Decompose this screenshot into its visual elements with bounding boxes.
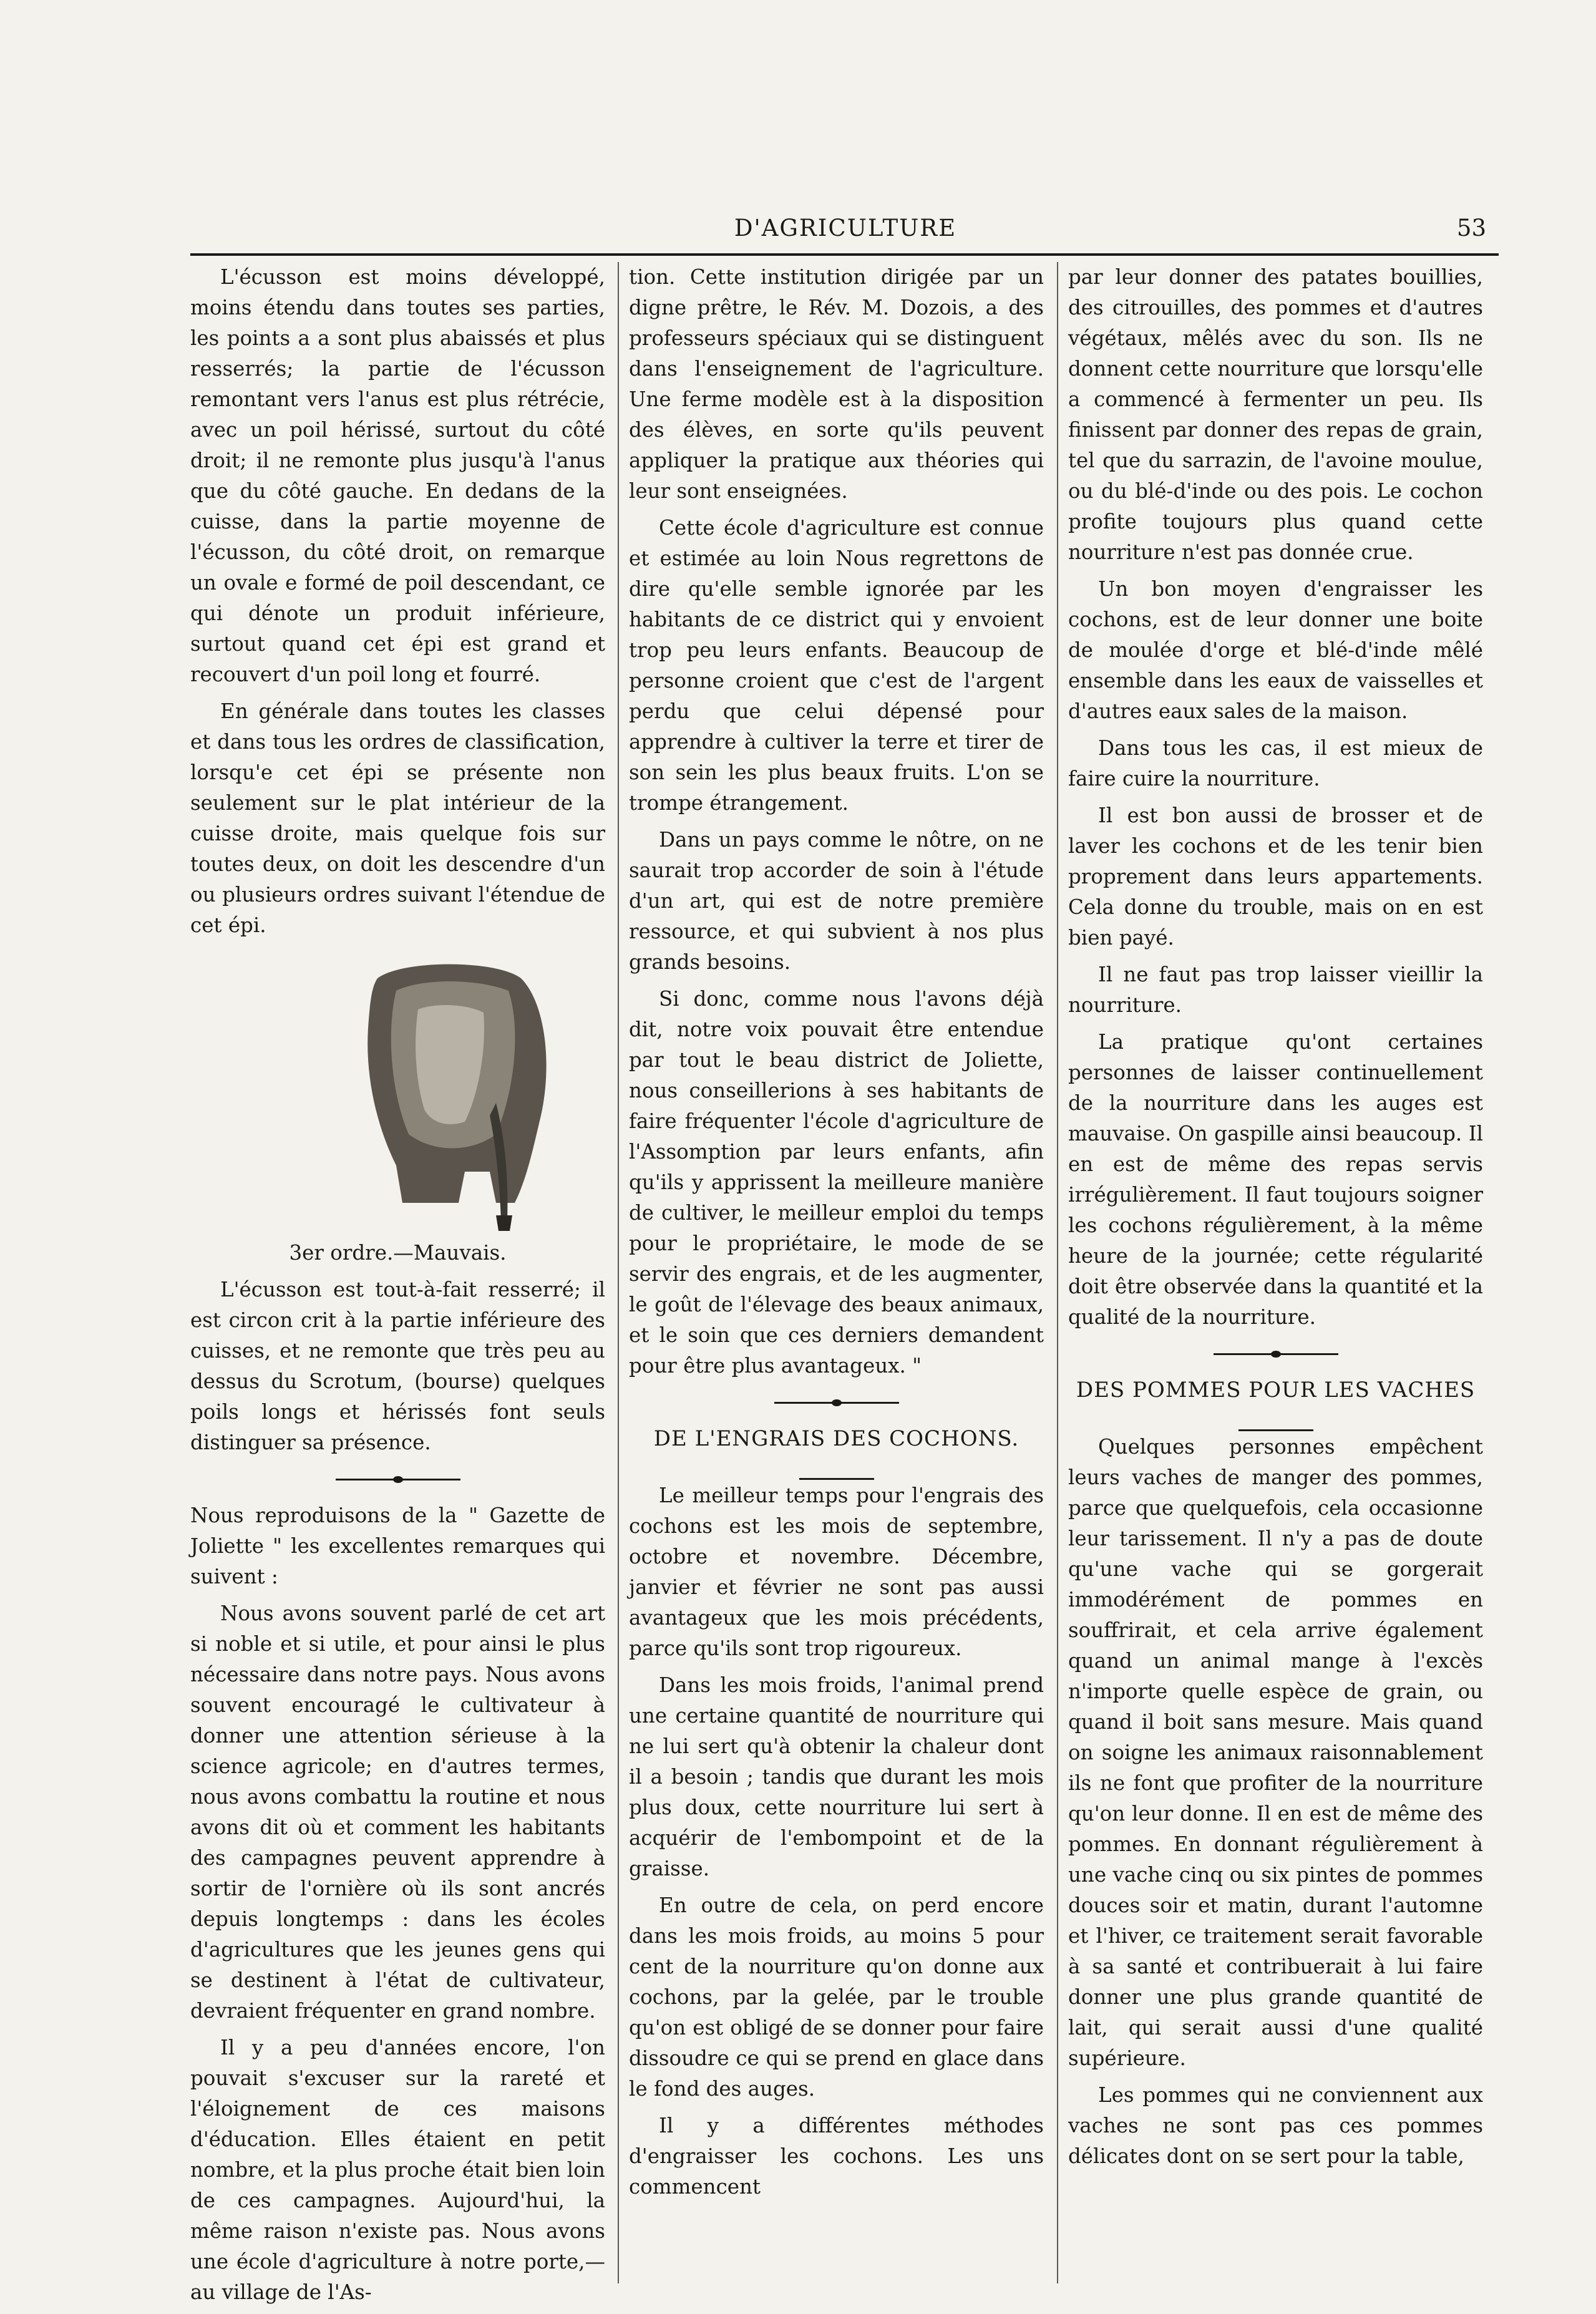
paragraph: tion. Cette institution dirigée par un digne prêtre, le Rév. M. Dozois, a des professeurs spéciaux qui se distinguent dans l'enseignement de l'agriculture. Une ferme modèle est à la disposition des élèves, en sorte qu'ils peuvent appliquer la pratique aux théories qui leur sont enseignées.	[629, 265, 1044, 503]
heading-rule	[1068, 1409, 1483, 1426]
paragraph: Nous reproduisons de la " Gazette de Joliette " les excellentes remarques qui suivent :	[190, 1504, 605, 1588]
paragraph: Il ne faut pas trop laisser vieillir la nourriture.	[1068, 963, 1483, 1017]
column-1	[190, 262, 605, 2314]
heading-rule	[629, 1458, 1044, 1474]
page-header	[190, 211, 1499, 256]
paragraph: La pratique qu'ont certaines personnes de laisser continuellement de la nourriture dans les auges est mauvaise. On gaspille ainsi beaucoup. Il en est de même des repas servis irrégulièrement. Il faut toujours soigner les cochons régulièrement, à la même heure de la journée; cette régularité doit être observée dans la quantité et la qualité de la nourriture.	[1068, 1030, 1483, 1329]
column-3	[1068, 262, 1483, 2178]
paragraph: Le meilleur temps pour l'engrais des cochons est les mois de septembre, octobre et novembre. Décembre, janvier et février ne sont pas aussi avantageux que les mois précédents, parce qu'ils sont trop rigoureux.	[629, 1484, 1044, 1660]
column-2	[629, 262, 1044, 2209]
paragraph: Un bon moyen d'engraisser les cochons, est de leur donner une boite de moulée d'orge et blé-d'inde mêlé ensemble dans les eaux de vaisselles et d'autres eaux sales de la maison.	[1068, 577, 1483, 723]
paragraph: Si donc, comme nous l'avons déjà dit, notre voix pouvait être entendue par tout le beau district de Joliette, nous conseillerions à ses habitants de faire fréquenter l'école d'agriculture de l'Assomption par leurs enfants, afin qu'ils y apprissent la meilleure manière de cultiver, le meilleur emploi du temps pour le propriétaire, le mode de se servir des engrais, et de les augmenter, le goût de l'élevage des beaux animaux, et le soin que ces derniers demandent pour être plus avantageux. "	[629, 987, 1044, 1378]
paragraph: Cette école d'agriculture est connue et estimée au loin Nous regrettons de dire qu'elle semble ignorée par les habitants de ce district qui y envoient trop peu leurs enfants. Beaucoup de personne croient que c'est de l'argent perdu que celui dépensé pour apprendre à cultiver la terre et tirer de son sein les plus beaux fruits. L'on se trompe étrangement.	[629, 516, 1044, 815]
paragraph: Les pommes qui ne conviennent aux vaches ne sont pas ces pommes délicates dont on se sert pour la table,	[1068, 2083, 1483, 2168]
paragraph: Il est bon aussi de brosser et de laver les cochons et de les tenir bien proprement dans leurs appartements. Cela donne du trouble, mais on en est bien payé.	[1068, 804, 1483, 950]
paragraph: Dans tous les cas, il est mieux de faire cuire la nourriture.	[1068, 736, 1483, 790]
paragraph: Il y a différentes méthodes d'engraisser les cochons. Les uns commencent	[629, 2114, 1044, 2199]
section-divider	[190, 1467, 605, 1492]
running-title: D'AGRICULTURE	[734, 215, 957, 241]
column-rule-right	[1057, 262, 1058, 2283]
paragraph: En générale dans toutes les classes et dans tous les ordres de classification, lorsqu'e cet épi se présente non seulement sur le plat intérieur de la cuisse droite, mais quelque fois sur toutes deux, on doit les descendre d'un ou plusieurs ordres suivant l'étendue de cet épi.	[190, 699, 605, 937]
cow-hindquarters-illustration	[309, 953, 596, 1234]
section-divider	[1068, 1341, 1483, 1366]
article-heading: DE L'ENGRAIS DES COCHONS.	[653, 1426, 1019, 1451]
figure-caption: 3er ordre.—Mauvais.	[289, 1241, 507, 1265]
paragraph: Dans les mois froids, l'animal prend une certaine quantité de nourriture qui ne lui sert qu'à obtenir la chaleur dont il a besoin ; tandis que durant les mois plus doux, cette nourriture lui sert à acquérir de l'embompoint et de la graisse.	[629, 1673, 1044, 1880]
paragraph: L'écusson est moins développé, moins étendu dans toutes ses parties, les points a a sont plus abaissés et plus resserrés; la partie de l'écusson remontant vers l'anus est plus rétrécie, avec un poil hérissé, surtout du côté droit; il ne remonte plus jusqu'à l'anus que du côté gauche. En dedans de la cuisse, dans la partie moyenne de l'écusson, du côté droit, on remarque un ovale e formé de poil descendant, ce qui dénote un produit inférieure, surtout quand cet épi est grand et recouvert d'un poil long et fourré.	[190, 265, 605, 686]
paragraph: Dans un pays comme le nôtre, on ne saurait trop accorder de soin à l'étude d'un art, qui est de notre première ressource, et qui subvient à nos plus grands besoins.	[629, 828, 1044, 974]
page-number: 53	[1456, 215, 1486, 241]
paragraph: L'écusson est tout-à-fait resserré; il est circon crit à la partie inférieure des cuisses, et ne remonte que très peu au dessus du Scrotum, (bourse) quelques poils longs et hérissés font seuls distinguer sa présence.	[190, 1278, 605, 1454]
paragraph: En outre de cela, on perd encore dans les mois froids, au moins 5 pour cent de la nourriture qu'on donne aux cochons, par la gelée, par le trouble qu'on est obligé de se donner pour faire dissoudre ce qui se prend en glace dans le fond des auges.	[629, 1893, 1044, 2101]
paragraph: Nous avons souvent parlé de cet art si noble et si utile, et pour ainsi le plus nécessaire dans notre pays. Nous avons souvent encouragé le cultivateur à donner une attention sérieuse à la science agricole; en d'autres termes, nous avons combattu la routine et nous avons dit où et comment les habitants des campagnes peuvent apprendre à sortir de l'ornière où ils sont ancrés depuis longtemps : dans les écoles d'agricultures que les jeunes gens qui se destinent à l'état de cultivateur, devraient fréquenter en grand nombre.	[190, 1602, 605, 2023]
section-divider	[629, 1390, 1044, 1415]
column-rule-left	[618, 262, 619, 2283]
article-heading: DES POMMES POUR LES VACHES	[1076, 1378, 1476, 1402]
paragraph: par leur donner des patates bouillies, des citrouilles, des pommes et d'autres végétaux, mêlés avec du son. Ils ne donnent cette nourriture que lorsqu'elle a commencé à fermenter un peu. Ils finissent par donner des repas de grain, tel que du sarrazin, de l'avoine moulue, ou du blé-d'inde ou des pois. Le cochon profite toujours plus quand cette nourriture n'est pas donnée crue.	[1068, 265, 1483, 564]
paragraph: Il y a peu d'années encore, l'on pouvait s'excuser sur la rareté et l'éloignement de ces maisons d'éducation. Elles étaient en petit nombre, et la plus proche était bien loin de ces campagnes. Aujourd'hui, la même raison n'existe pas. Nous avons une école d'agriculture à notre porte,—au village de l'As-	[190, 2036, 605, 2304]
paragraph: Quelques personnes empêchent leurs vaches de manger des pommes, parce que quelquefois, cela occasionne leur tarissement. Il n'y a pas de doute qu'une vache qui se gorgerait immodérément de pommes en souffrirait, et cela arrive également quand un animal mange à l'excès n'importe quelle espèce de grain, ou quand il boit sans mesure. Mais quand on soigne les animaux raisonnablement ils ne font que profiter de la nourriture qu'on leur donne. Il en est de même des pommes. En donnant régulièrement à une vache cinq ou six pintes de pommes douces soir et matin, durant l'automne et l'hiver, ce traitement serait favorable à sa santé et contribuerait à lui faire donner une plus grande quantité de lait, qui serait aussi d'une qualité supérieure.	[1068, 1435, 1483, 2070]
